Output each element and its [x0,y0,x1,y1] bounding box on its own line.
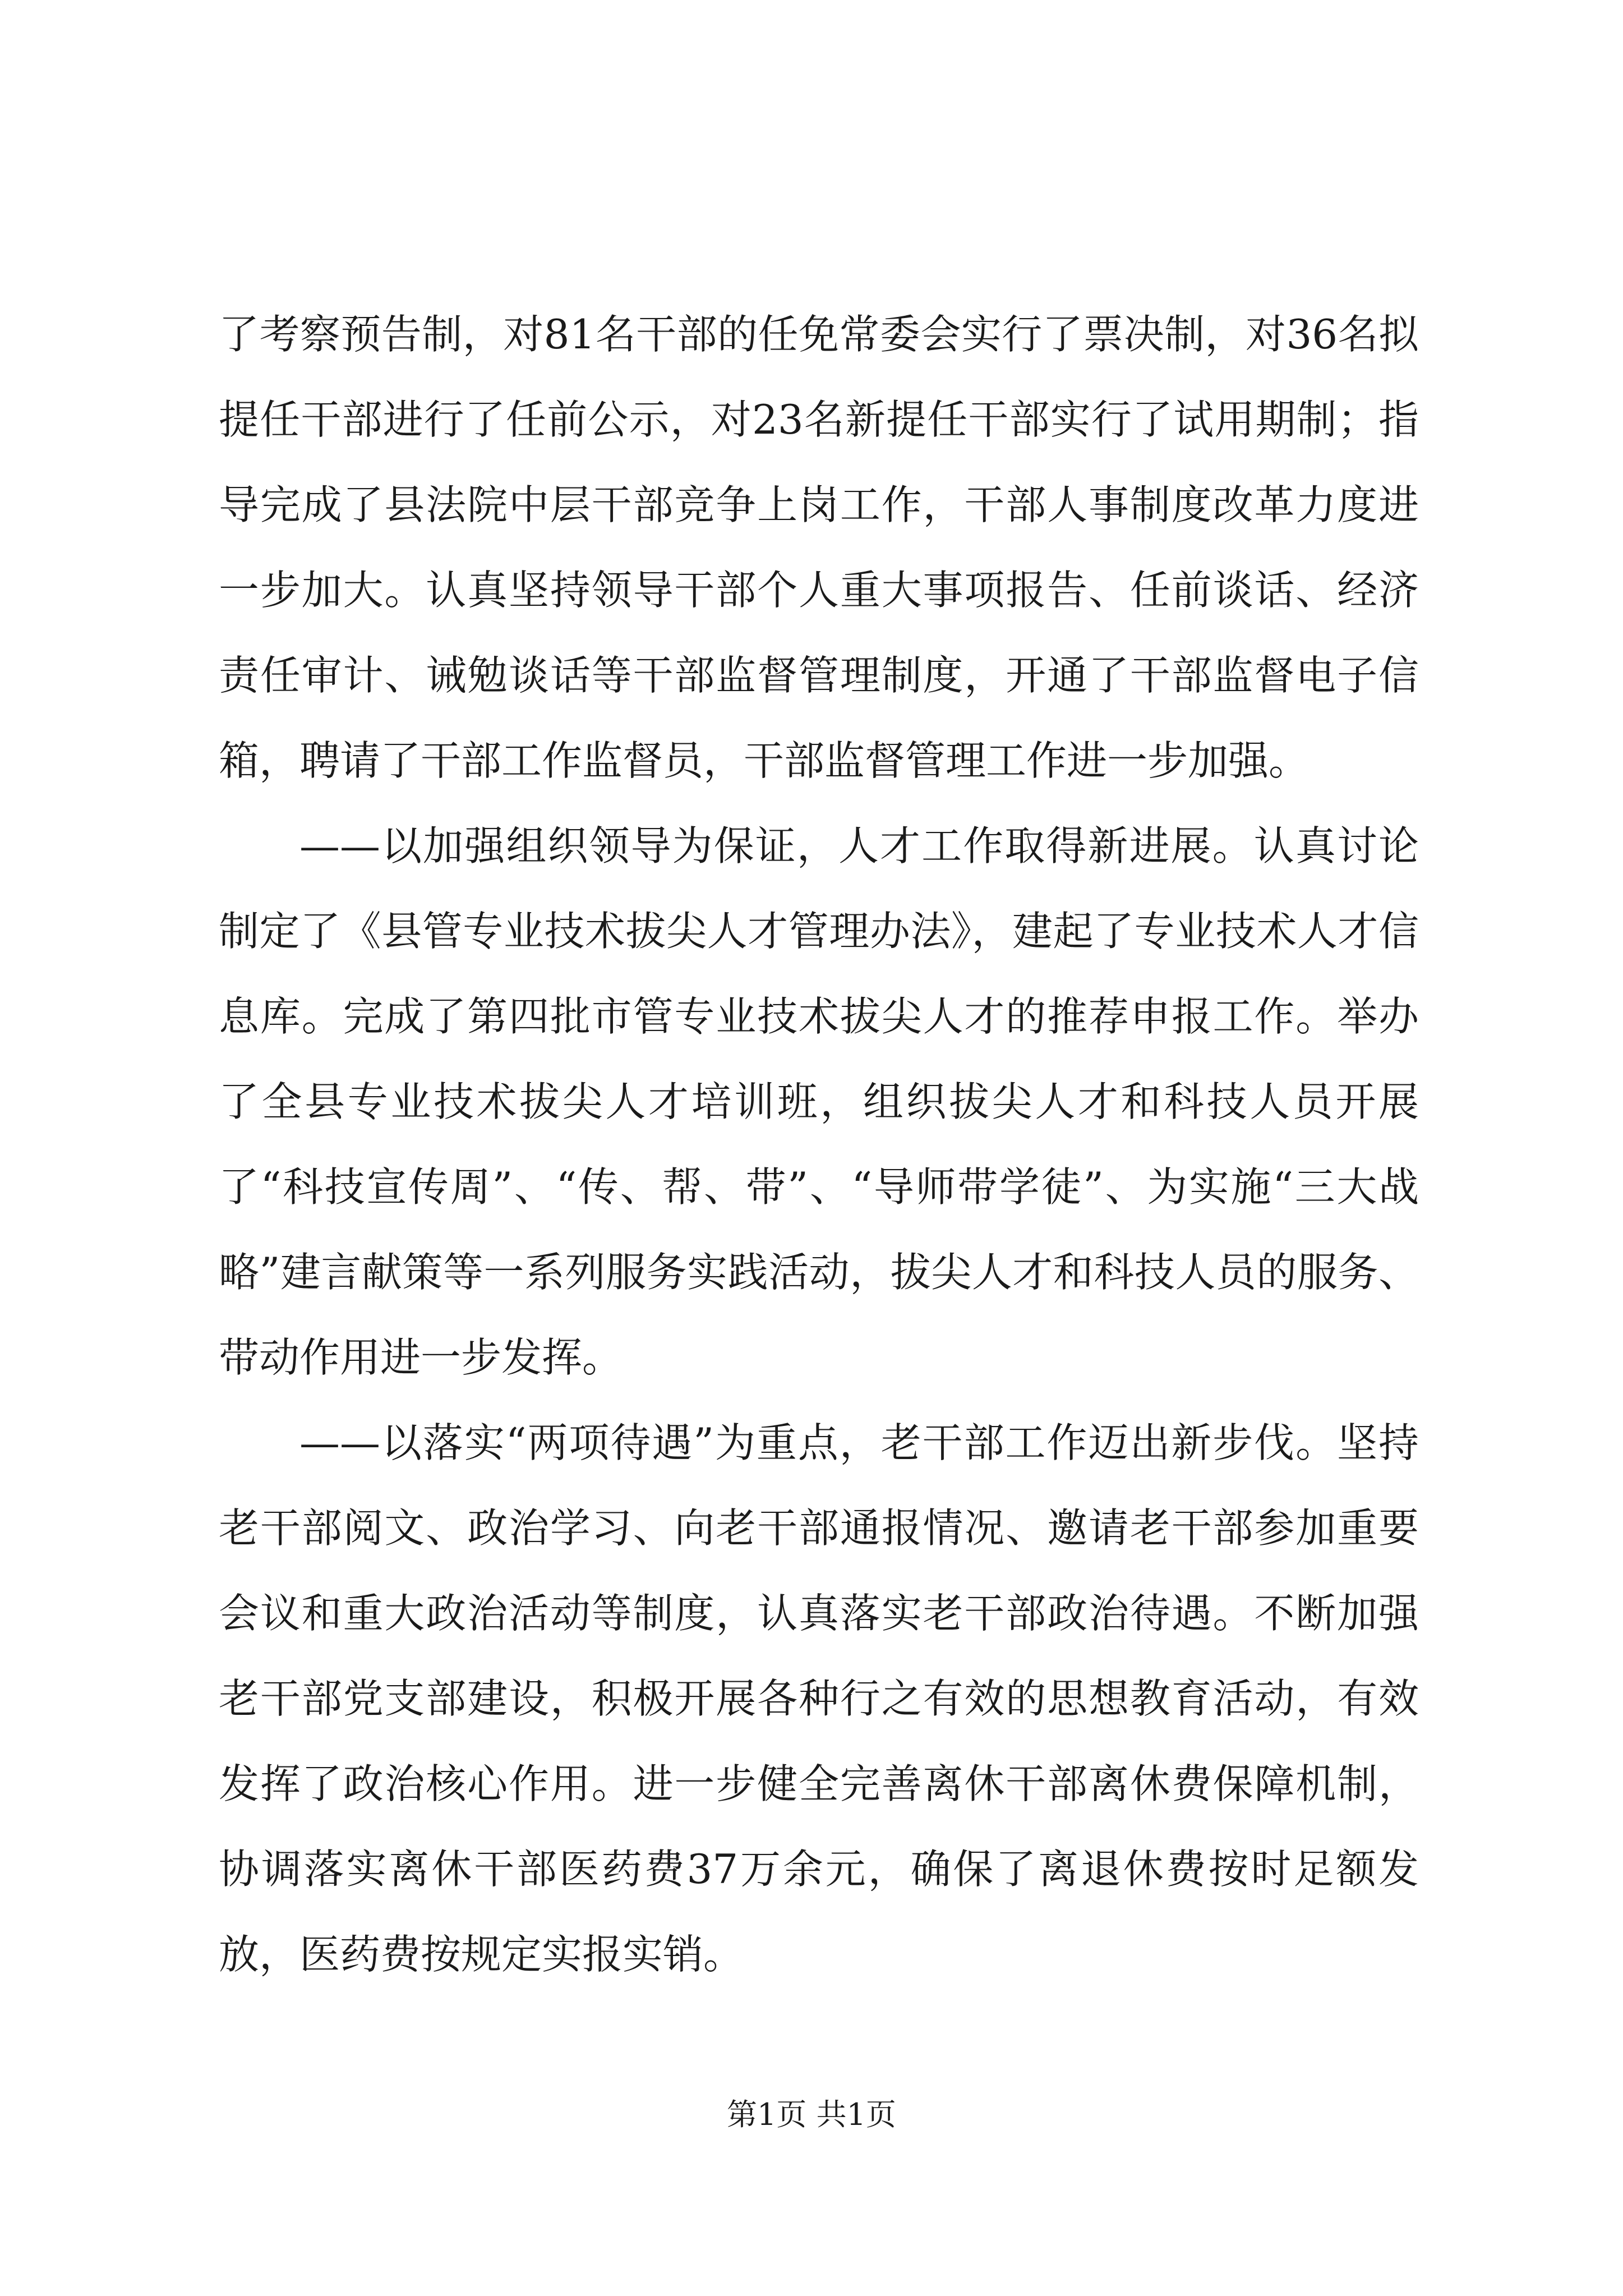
paragraph-continuation: 了考察预告制，对81名干部的任免常委会实行了票决制，对36名拟提任干部进行了任前公示，对23名新提任干部实行了试用期制；指导完成了县法院中层干部竞争上岗工作，干部人事制度改革力度进一步加大。认真坚持领导干部个人重大事项报告、任前谈话、经济责任审计、诫勉谈话等干部监督管理制度，开通了干部监督电子信箱，聘请了干部工作监督员，干部监督管理工作进一步加强。 [219,311,1419,784]
paragraph-retired-cadres: ——以落实“两项待遇”为重点，老干部工作迈出新步伐。坚持老干部阅文、政治学习、向老干部通报情况、邀请老干部参加重要会议和重大政治活动等制度，认真落实老干部政治待遇。不断加强老干部党支部建设，积极开展各种行之有效的思想教育活动，有效发挥了政治核心作用。进一步健全完善离休干部离休费保障机制，协调落实离休干部医药费37万余元，确保了离退休费按时足额发放，医药费按规定实报实销。 [219,1419,1419,1978]
page-footer: 第1页 共1页 [727,2097,896,2132]
paragraph-talent-work: ——以加强组织领导为保证，人才工作取得新进展。认真讨论制定了《县管专业技术拔尖人才管理办法》，建起了专业技术人才信息库。完成了第四批市管专业技术拔尖人才的推荐申报工作。举办了全县专业技术拔尖人才培训班，组织拔尖人才和科技人员开展了“科技宣传周”、“传、帮、带”、“导师带学徒”、为实施“三大战略”建言献策等一系列服务实践活动，拔尖人才和科技人员的服务、带动作用进一步发挥。 [219,822,1419,1381]
document-body [219,292,1419,1997]
